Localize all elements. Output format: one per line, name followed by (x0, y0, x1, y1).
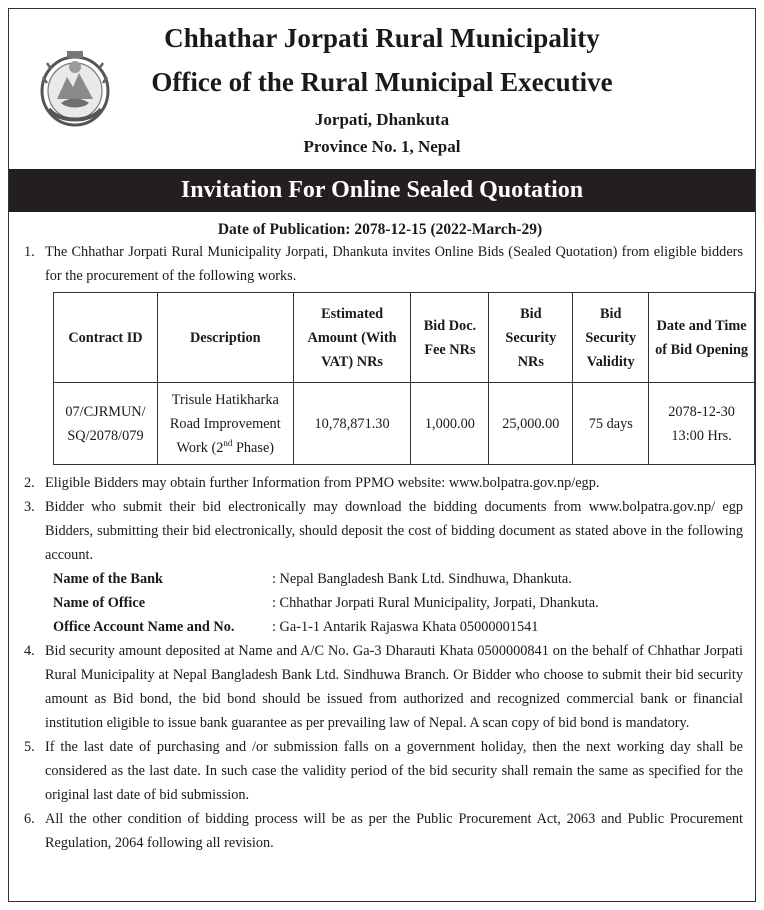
clause-number: 3. (24, 499, 35, 515)
clause-5 (17, 735, 743, 807)
notice-body (9, 212, 755, 855)
cell-bid-security-validity: 75 days (573, 383, 649, 465)
cell-description: Trisule Hatikharka Road Improvement Work (2nd Phase) (157, 383, 293, 465)
clause-2 (17, 471, 743, 495)
clause-number: 6. (24, 811, 35, 827)
clause-1 (17, 240, 743, 288)
province-name: Province No. 1, Nepal (303, 137, 461, 156)
notice-title-banner: Invitation For Online Sealed Quotation (9, 169, 755, 212)
clause-text: Bid security amount deposited at Name and A/C No. Ga-3 Dharauti Khata 0500000841 on the behalf of Chhathar Jorpati Rural Municipality at Nepal Bangladesh Bank Ltd. Sindhuwa Branch. Or Bidder who choose to submit their bid security amount as Bid bond, the bid bond should be issued from authorized and recognized commercial bank or financial institution eligible to issue bank guarantee as per prevailing law of Nepal. A scan copy of bid bond is mandatory. (45, 643, 743, 731)
office-name-label: Name of Office (53, 595, 146, 611)
account-value: : Ga-1-1 Antarik Rajaswa Khata 05000001541 (272, 619, 539, 635)
table-row (54, 383, 755, 465)
table-header-row (54, 293, 755, 383)
cell-estimated-amount: 10,78,871.30 (293, 383, 411, 465)
clause-number: 2. (24, 475, 35, 491)
bank-name-label: Name of the Bank (53, 571, 164, 587)
header-bid-security: Bid Security NRs (489, 293, 573, 383)
bank-name-value: : Nepal Bangladesh Bank Ltd. Sindhuwa, Dhankuta. (272, 571, 572, 587)
header-description: Description (157, 293, 293, 383)
clause-number: 5. (24, 739, 35, 755)
bank-details (53, 567, 743, 639)
clause-text: The Chhathar Jorpati Rural Municipality Jorpati, Dhankuta invites Online Bids (Sealed Quotation) from eligible bidders for the procurement of the following works. (45, 244, 743, 284)
clause-text: All the other condition of bidding process will be as per the Public Procurement Act, 2063 and Public Procurement Regulation, 2064 following all revision. (45, 811, 743, 851)
account-label: Office Account Name and No. (53, 619, 235, 635)
clause-text: If the last date of purchasing and /or submission falls on a government holiday, then the next working day shall be considered as the last date. In such case the validity period of the bid security shall remain the same as specified for the original last date of bid submission. (45, 739, 743, 803)
works-table (53, 292, 755, 465)
publication-date: Date of Publication: 2078-12-15 (2022-March-29) (217, 221, 543, 238)
account-row (53, 615, 743, 639)
municipality-name: Chhathar Jorpati Rural Municipality (164, 23, 600, 53)
clause-6 (17, 807, 743, 855)
clause-4 (17, 639, 743, 735)
clause-3 (17, 495, 743, 567)
clause-number: 4. (24, 643, 35, 659)
header-estimated-amount: Estimated Amount (With VAT) NRs (293, 293, 411, 383)
cell-bid-security: 25,000.00 (489, 383, 573, 465)
cell-bid-opening: 2078-12-30 13:00 Hrs. (649, 383, 755, 465)
header-bid-opening: Date and Time of Bid Opening (649, 293, 755, 383)
cell-contract-id: 07/CJRMUN/ SQ/2078/079 (54, 383, 158, 465)
notice-header (9, 9, 755, 169)
clause-text: Bidder who submit their bid electronically may download the bidding documents from www.bolpatra.gov.np/ egp Bidders, submitting their bid electronically, should deposit the cost of bidding document as stated above in the following account. (45, 499, 743, 563)
cell-bid-doc-fee: 1,000.00 (411, 383, 489, 465)
header-bid-doc-fee: Bid Doc. Fee NRs (411, 293, 489, 383)
header-contract-id: Contract ID (54, 293, 158, 383)
bank-name-row (53, 567, 743, 591)
office-name: Office of the Rural Municipal Executive (151, 67, 613, 97)
clause-number: 1. (24, 244, 35, 260)
office-name-value: : Chhathar Jorpati Rural Municipality, Jorpati, Dhankuta. (272, 595, 599, 611)
notice-frame (8, 8, 756, 902)
office-name-row (53, 591, 743, 615)
office-location: Jorpati, Dhankuta (314, 110, 450, 129)
clause-text: Eligible Bidders may obtain further Information from PPMO website: www.bolpatra.gov.np/egp. (45, 475, 600, 491)
header-bid-security-validity: Bid Security Validity (573, 293, 649, 383)
